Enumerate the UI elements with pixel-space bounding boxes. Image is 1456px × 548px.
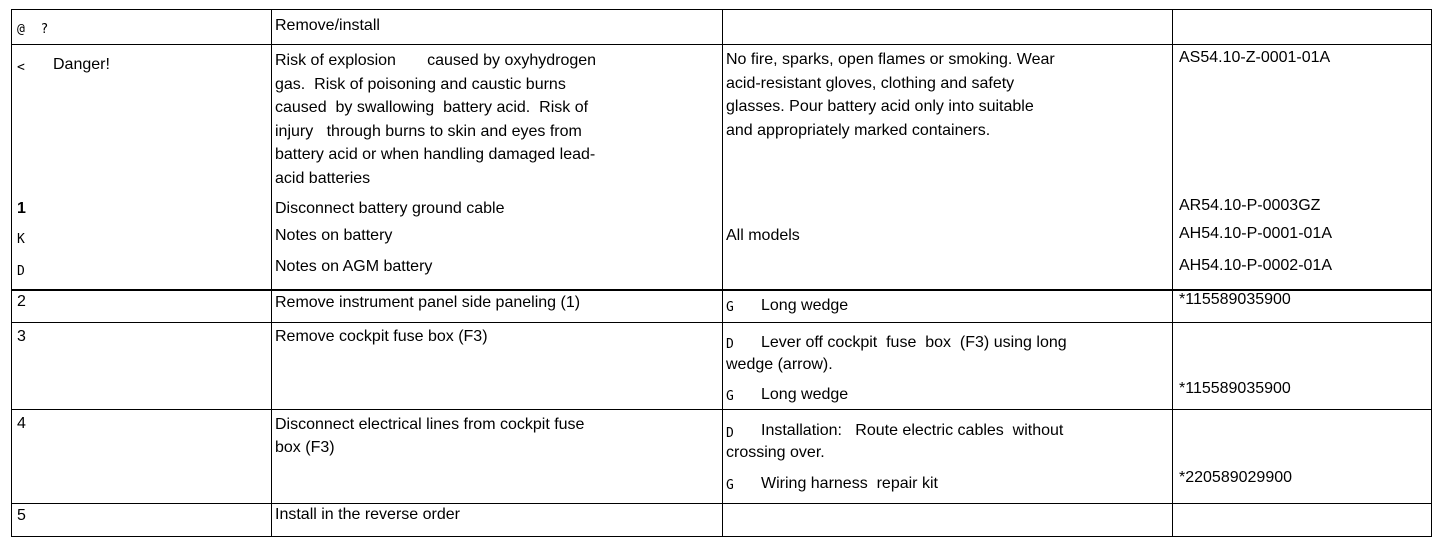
step-number: 4 <box>17 415 26 432</box>
measure-line: glasses. Pour battery acid only into suitable <box>726 98 1034 115</box>
note-text: crossing over. <box>726 444 825 461</box>
step-text: Remove instrument panel side paneling (1) <box>275 294 581 311</box>
risk-line: gas. Risk of poisoning and caustic burns <box>275 75 566 93</box>
note-symbol: G <box>726 478 734 493</box>
step-text: Disconnect electrical lines from cockpit fuse <box>275 416 585 433</box>
sub-row-doc-ref: AR54.10-P-0003GZ <box>1179 197 1321 214</box>
step-doc-ref: *115589035900 <box>1179 291 1291 308</box>
note-text: Long wedge <box>761 297 849 314</box>
sub-row-text: Disconnect battery ground cable <box>275 200 505 217</box>
sub-row-note: All models <box>726 227 800 244</box>
sub-row-symbol: D <box>17 264 25 279</box>
header-label: Remove/install <box>275 17 380 34</box>
measure-line: acid-resistant gloves, clothing and safety <box>726 74 1015 92</box>
step-number: 3 <box>17 328 26 345</box>
sub-row-doc-ref: AH54.10-P-0002-01A <box>1179 257 1332 274</box>
note-symbol: D <box>726 426 734 441</box>
table-border-left <box>11 9 12 537</box>
danger-risk-text <box>275 49 681 190</box>
col-divider <box>1172 9 1173 537</box>
sub-row-doc-ref: AH54.10-P-0001-01A <box>1179 225 1332 242</box>
note-text: Wiring harness repair kit <box>761 475 938 492</box>
danger-doc-ref: AS54.10-Z-0001-01A <box>1179 49 1331 66</box>
note-text: Long wedge <box>761 386 849 403</box>
step-doc-ref: *220589029900 <box>1179 469 1293 486</box>
note-text: wedge (arrow). <box>726 356 833 373</box>
risk-line: battery acid or when handling damaged lead- <box>275 146 596 163</box>
sub-row-text: Notes on AGM battery <box>275 258 433 275</box>
note-symbol: G <box>726 300 734 315</box>
step-text: Install in the reverse order <box>275 506 460 523</box>
danger-icon: < <box>17 60 25 75</box>
risk-line: caused by swallowing battery acid. Risk of <box>275 99 589 116</box>
step-number: 5 <box>17 507 26 524</box>
step-text: Remove cockpit fuse box (F3) <box>275 328 488 345</box>
measure-line: No fire, sparks, open flames or smoking. Wear <box>726 51 1055 68</box>
note-symbol: G <box>726 389 734 404</box>
measure-line: and appropriately marked containers. <box>726 121 991 139</box>
note-symbol: D <box>726 337 734 352</box>
note-text: Lever off cockpit fuse box (F3) using long <box>761 334 1067 351</box>
step-doc-ref: *115589035900 <box>1179 380 1291 397</box>
table-border-right <box>1431 9 1432 537</box>
risk-line: Risk of explosion caused by oxyhydrogen <box>275 52 597 69</box>
sub-row-symbol: K <box>17 232 25 247</box>
step-text: box (F3) <box>275 439 335 456</box>
sub-row-symbol: 1 <box>17 200 26 217</box>
procedure-table <box>11 9 1432 537</box>
risk-line: injury through burns to skin and eyes from <box>275 122 582 140</box>
sub-row-text: Notes on battery <box>275 227 393 244</box>
risk-line: acid batteries <box>275 169 371 187</box>
col-divider <box>271 9 272 537</box>
danger-label: Danger! <box>53 56 110 73</box>
danger-measures-text <box>726 48 1055 142</box>
col-divider <box>722 9 723 537</box>
step-number: 2 <box>17 293 26 310</box>
note-text: Installation: Route electric cables without <box>761 422 1064 439</box>
header-symbols: @ ? <box>17 22 49 37</box>
